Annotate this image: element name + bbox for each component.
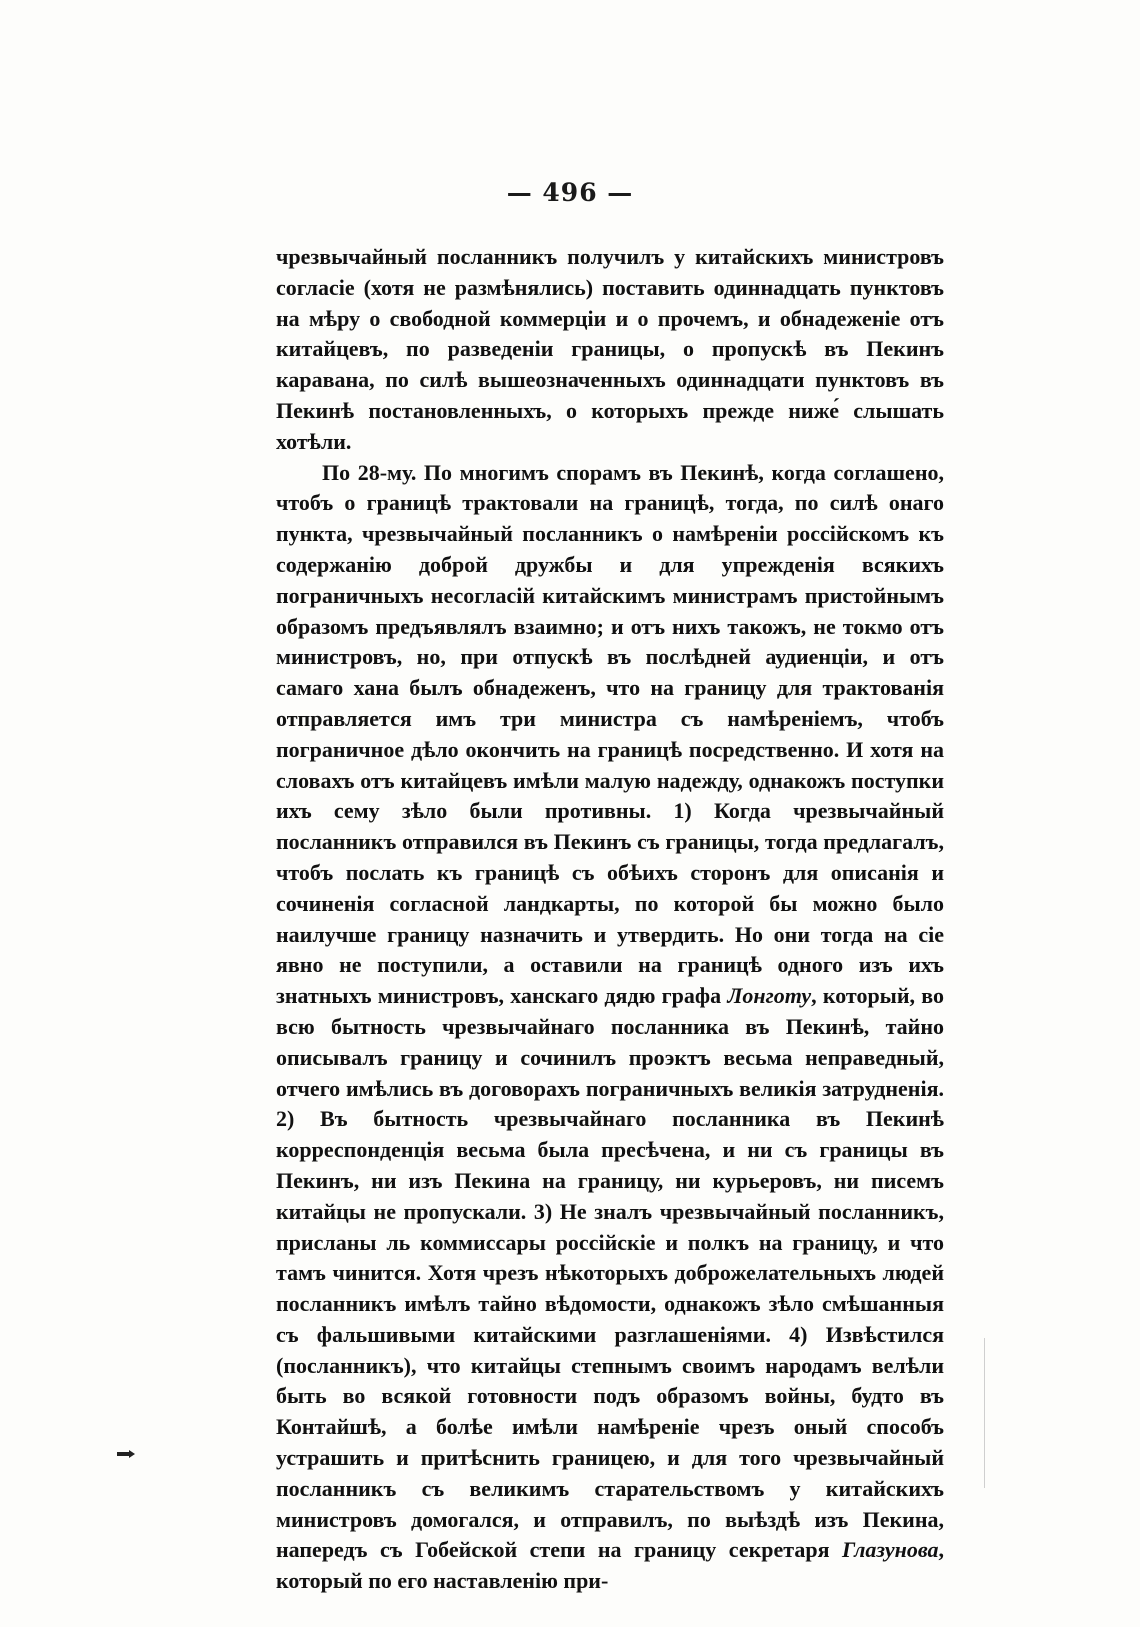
margin-arrow-mark [117, 1452, 129, 1456]
person-name-longotu: Лонготу [727, 983, 812, 1009]
person-name-glazunov: Глазунова [842, 1537, 939, 1563]
body-text [276, 242, 944, 1597]
scan-edge-line [984, 1338, 985, 1488]
paragraph-point-28 [276, 458, 944, 1597]
page-number: — 496 — [506, 178, 634, 207]
paragraph-text-part-a: По 28-му. По многимъ спорамъ въ Пекинѣ, когда соглашено, чтобъ о границѣ трактовали на границѣ, тогда, по силѣ онаго пункта, чрезвычайный посланникъ о намѣреніи россійскомъ къ содержанію доброй дружбы и для упрежденія всякихъ пограничныхъ несогласій китайскимъ министрамъ пристойнымъ образомъ предъявлялъ взаимно; и отъ нихъ такожъ, не токмо отъ министровъ, но, при отпускѣ въ послѣдней аудиенціи, и отъ самаго хана былъ обнадеженъ, что на границу для трактованія отправляется имъ три министра съ намѣреніемъ, чтобъ пограничное дѣло окончить на границѣ посредственно. И хотя на словахъ отъ китайцевъ имѣли малую надежду, однакожъ поступки ихъ сему зѣло были противны. 1) Когда чрезвычайный посланникъ отправился въ Пекинъ съ границы, тогда предлагалъ, чтобъ послать къ границѣ съ обѣихъ сторонъ для описанія и сочиненія согласной ландкарты, по которой бы можно было наилучше границу назначить и утвердить. Но они тогда на сіе явно не поступили, а оставили на границѣ одного изъ ихъ знатныхъ министровъ, ханскаго дядю графа [276, 459, 944, 1009]
paragraph-text-part-b: , который, во всю бытность чрезвычайнаго посланника въ Пекинѣ, тайно описывалъ границу и сочинилъ проэктъ весьма неправедный, отчего имѣлись въ договорахъ пограничныхъ великія затрудненія. 2) Въ бытность чрезвычайнаго посланника въ Пекинѣ корреспонденція весьма была пресѣчена, и ни съ границы въ Пекинъ, ни изъ Пекина на границу, ни курьеровъ, ни писемъ китайцы не пропускали. 3) Не зналъ чрезвычайный посланникъ, присланы ль коммиссары россійскіе и полкъ на границу, и что тамъ чинится. Хотя чрезъ нѣкоторыхъ доброжелательныхъ людей посланникъ имѣлъ тайно вѣдомости, однакожъ зѣло смѣшанныя съ фальшивыми китайскими разглашеніями. 4) Извѣстился (посланникъ), что китайцы степнымъ своимъ народамъ велѣли быть во всякой готовности подъ образомъ войны, будто въ Контайшѣ, а болѣе имѣли намѣреніе чрезъ оный способъ устрашить и притѣснить границею, и для того чрезвычайный посланникъ съ великимъ старательствомъ у китайскихъ министровъ домогался, и отправилъ, по выѣздѣ изъ Пекина, напередъ съ Гобейской степи на границу секретаря [276, 983, 944, 1563]
paragraph-continuation: чрезвычайный посланникъ получилъ у китайскихъ министровъ согласіе (хотя не размѣнялись) поставить одиннадцать пунктовъ на мѣру о свободной коммерціи и о прочемъ, и обнадеженіе отъ китайцевъ, по разведеніи границы, о пропускѣ въ Пекинъ каравана, по силѣ вышеозначенныхъ одиннадцати пунктовъ въ Пекинѣ постановленныхъ, о которыхъ прежде ниже́ слышать хотѣли. [276, 244, 944, 454]
paragraph-text-part-c: , который по его наставленію при- [276, 1537, 944, 1594]
